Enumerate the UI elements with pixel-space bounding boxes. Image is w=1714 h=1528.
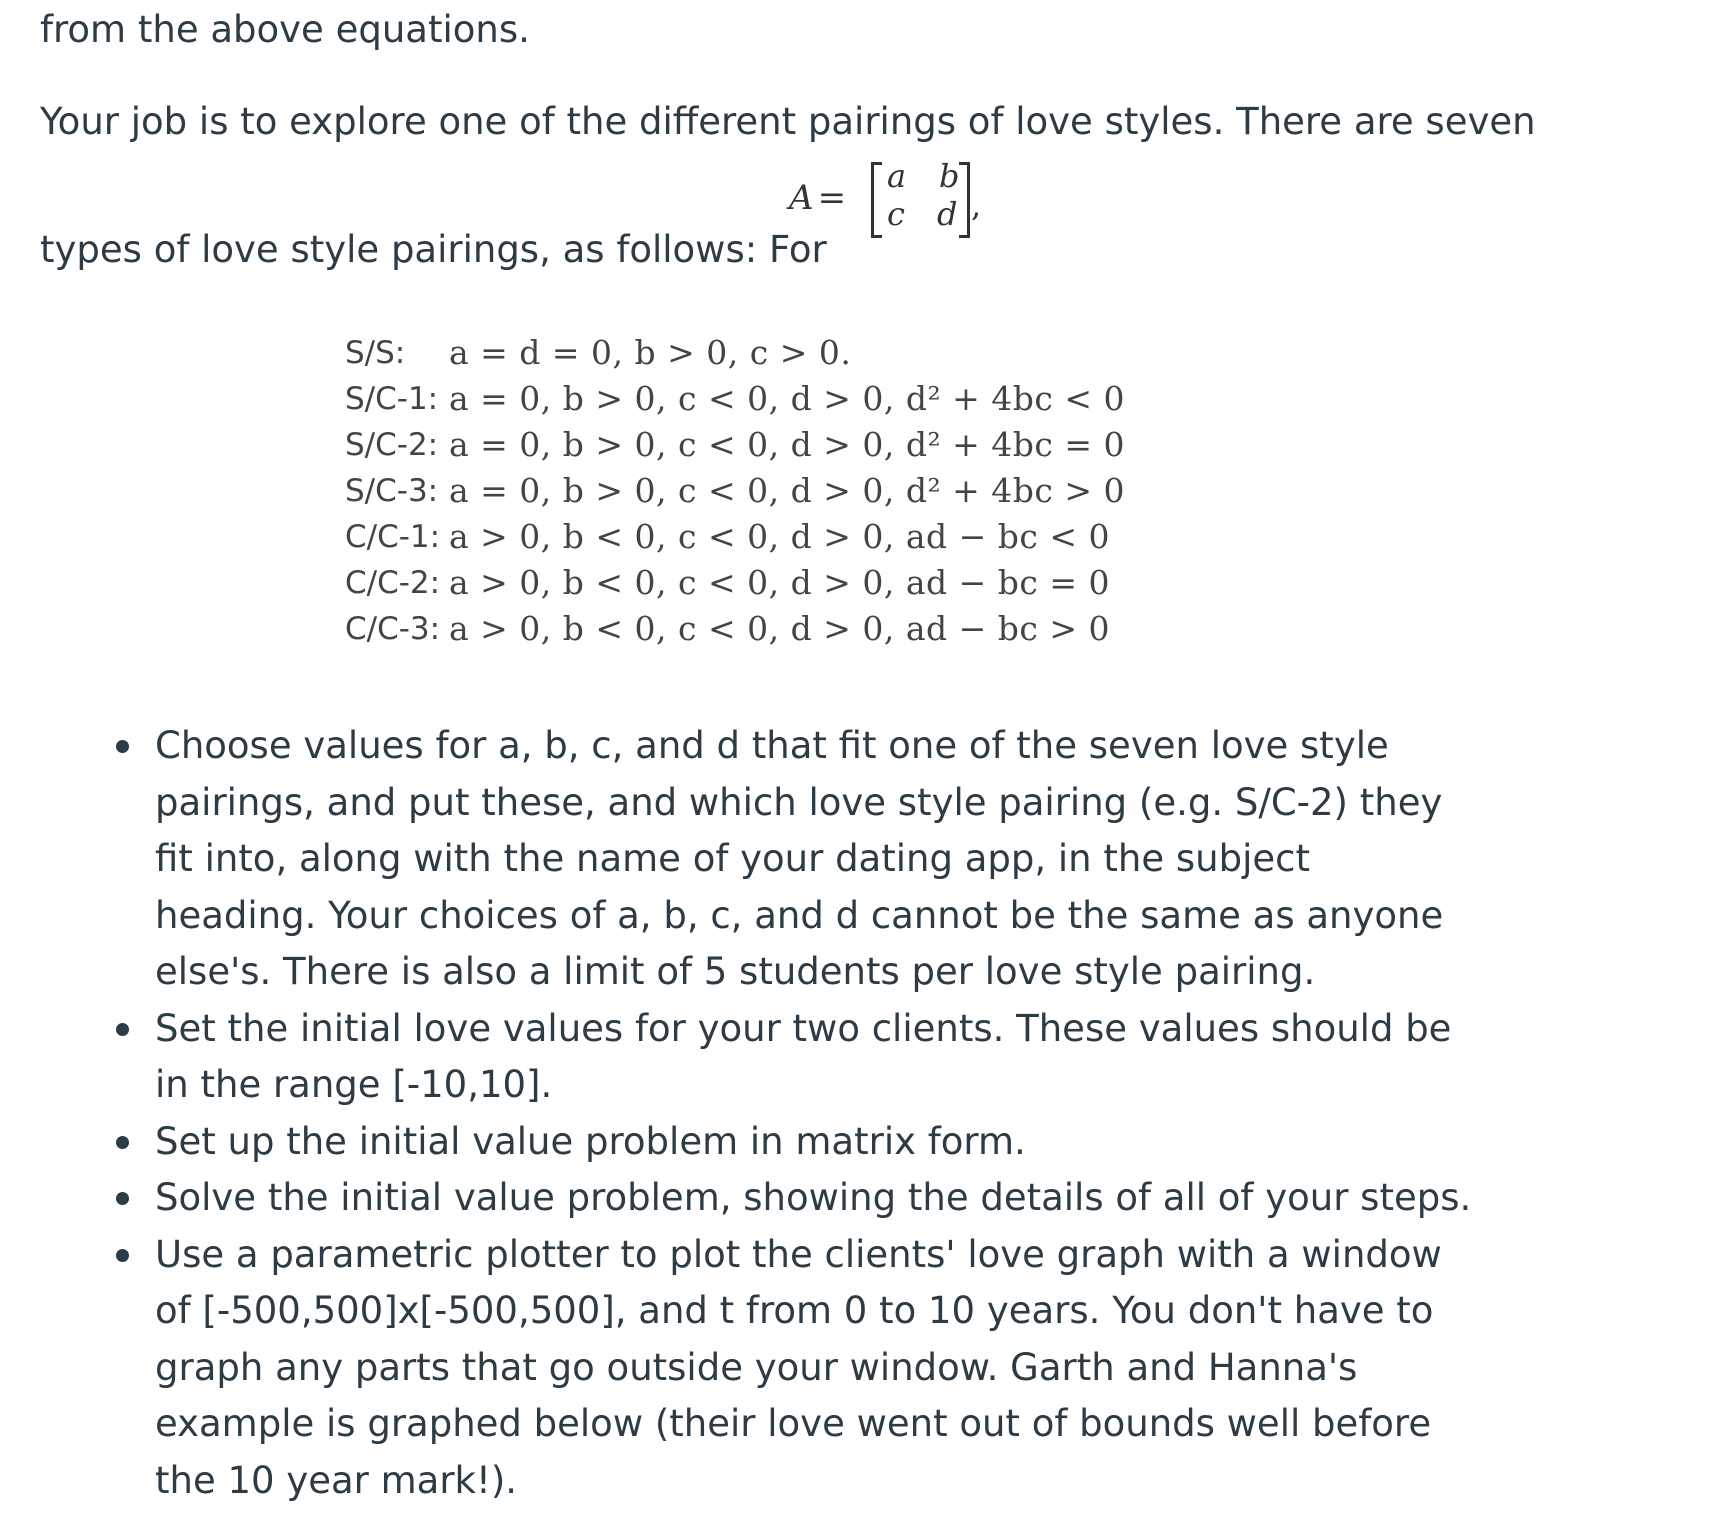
pairing-condition: a = 0, b > 0, c < 0, d > 0, d² + 4bc = 0 xyxy=(449,425,1126,464)
pairing-label: S/C-1: xyxy=(345,381,439,417)
pairing-condition: a = d = 0, b > 0, c > 0. xyxy=(449,333,852,372)
matrix-cell-b: b xyxy=(939,157,960,195)
pairing-label: C/C-1: xyxy=(345,519,441,555)
pairing-condition: a > 0, b < 0, c < 0, d > 0, ad − bc < 0 xyxy=(449,517,1110,556)
bullet-text: Set up the initial value problem in matrix form. xyxy=(155,1119,1026,1163)
matrix-lhs: A = xyxy=(789,178,847,218)
task-bullet-list xyxy=(113,718,1473,1509)
matrix-cell-d: d xyxy=(937,195,958,233)
intro-line-1: from the above equations. xyxy=(40,8,530,51)
bullet-text: Solve the initial value problem, showing the details of all of your steps. xyxy=(155,1176,1472,1219)
list-item xyxy=(113,1170,1473,1227)
pairing-condition: a > 0, b < 0, c < 0, d > 0, ad − bc = 0 xyxy=(449,563,1110,602)
list-item xyxy=(113,1114,1473,1171)
pairing-condition: a > 0, b < 0, c < 0, d > 0, ad − bc > 0 xyxy=(449,609,1110,648)
pairing-label: S/C-2: xyxy=(345,427,439,463)
pairing-label: S/S: xyxy=(345,335,406,371)
pairing-condition: a = 0, b > 0, c < 0, d > 0, d² + 4bc > 0 xyxy=(449,471,1126,510)
bullet-icon xyxy=(116,1192,129,1205)
list-item xyxy=(113,1001,1473,1114)
bullet-text: Choose values for a, b, c, and d that fit one of the seven love style pairings, and put these, and which love style pairing (e.g. S/C-2) they fit into, along with the name of your dating app, in the subject heading. Your choices of a, b, c, and d cannot be the same as anyone else's. There is also a limit of 5 students per love style pairing. xyxy=(155,724,1444,993)
matrix-cell-a: a xyxy=(887,157,907,195)
intro-line-2: Your job is to explore one of the different pairings of love styles. There are seven xyxy=(40,100,1536,143)
bullet-icon xyxy=(116,740,129,753)
pairing-label: C/C-2: xyxy=(345,565,441,601)
list-item xyxy=(113,718,1473,1001)
matrix-left-bracket xyxy=(871,162,882,238)
pairing-label: C/C-3: xyxy=(345,611,441,647)
bullet-text: Use a parametric plotter to plot the clients' love graph with a window of [-500,500]x[-500,500], and t from 0 to 10 years. You don't have to graph any parts that go outside your window. Garth and Hanna's example is graphed below (their love went out of bounds well before the 10 year mark!). xyxy=(155,1232,1442,1502)
bullet-text: Set the initial love values for your two clients. These values should be in the range [-10,10]. xyxy=(155,1006,1452,1106)
matrix-comma: , xyxy=(971,186,982,224)
bullet-icon xyxy=(116,1023,129,1036)
pairing-condition: a = 0, b > 0, c < 0, d > 0, d² + 4bc < 0 xyxy=(449,379,1126,418)
matrix-right-bracket xyxy=(959,162,970,238)
list-item xyxy=(113,1227,1473,1510)
pairing-label: S/C-3: xyxy=(345,473,439,509)
intro-line-3: types of love style pairings, as follows: For xyxy=(40,228,827,271)
matrix-cell-c: c xyxy=(887,195,905,233)
bullet-icon xyxy=(116,1136,129,1149)
bullet-icon xyxy=(116,1249,129,1262)
